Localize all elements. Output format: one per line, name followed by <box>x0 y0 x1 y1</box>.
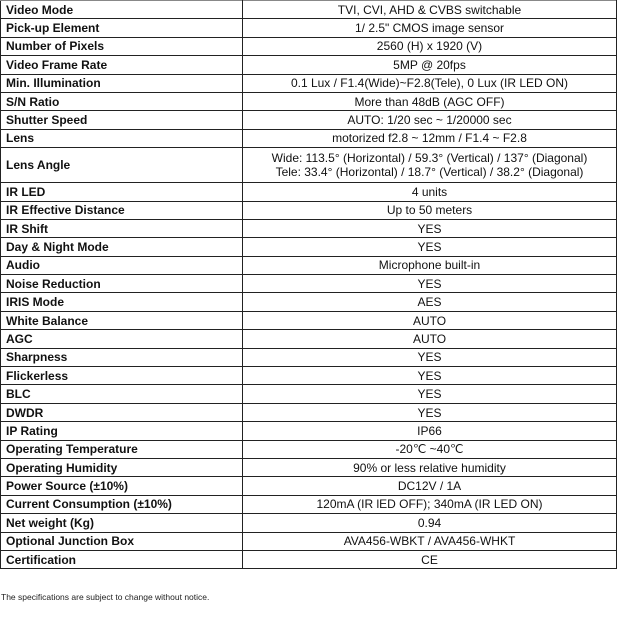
spec-value-cell <box>243 532 617 550</box>
spec-row <box>1 183 617 201</box>
spec-value-cell <box>243 403 617 421</box>
spec-table-body <box>1 1 617 569</box>
spec-label: AGC <box>1 330 243 348</box>
spec-row <box>1 92 617 110</box>
spec-value: 0.1 Lux / F1.4(Wide)~F2.8(Tele), 0 Lux (IR LED ON) <box>290 76 569 91</box>
spec-row <box>1 129 617 147</box>
spec-value-cell <box>243 514 617 532</box>
spec-value-cell <box>243 56 617 74</box>
spec-value: YES <box>417 387 442 402</box>
spec-label: Sharpness <box>1 348 243 366</box>
spec-value: -20℃ ~40℃ <box>395 442 464 457</box>
spec-value: AUTO <box>412 313 447 328</box>
spec-row <box>1 367 617 385</box>
spec-value-line2: Tele: 33.4° (Horizontal) / 18.7° (Vertical) / 38.2° (Diagonal) <box>275 165 584 180</box>
spec-value-cell <box>243 550 617 568</box>
spec-row <box>1 256 617 274</box>
spec-value: YES <box>417 221 442 236</box>
spec-row <box>1 422 617 440</box>
spec-value-cell <box>243 348 617 366</box>
spec-label: Operating Humidity <box>1 458 243 476</box>
spec-value: 1/ 2.5" CMOS image sensor <box>355 21 504 36</box>
spec-row <box>1 403 617 421</box>
spec-value-cell <box>243 111 617 129</box>
spec-value: AUTO <box>412 331 447 346</box>
spec-label: Audio <box>1 256 243 274</box>
spec-row <box>1 19 617 37</box>
spec-label: Video Mode <box>1 1 243 19</box>
spec-row <box>1 330 617 348</box>
spec-row <box>1 385 617 403</box>
spec-label: Min. Illumination <box>1 74 243 92</box>
spec-value-cell <box>243 275 617 293</box>
spec-value: IP66 <box>417 423 442 438</box>
spec-value-cell <box>243 129 617 147</box>
spec-value-cell <box>243 238 617 256</box>
spec-label: Operating Temperature <box>1 440 243 458</box>
spec-value: YES <box>417 350 442 365</box>
spec-label: IRIS Mode <box>1 293 243 311</box>
spec-row <box>1 348 617 366</box>
spec-value-cell <box>243 385 617 403</box>
spec-row <box>1 440 617 458</box>
spec-label: Lens Angle <box>1 148 243 183</box>
spec-label: Certification <box>1 550 243 568</box>
spec-label: Shutter Speed <box>1 111 243 129</box>
spec-value-cell <box>243 183 617 201</box>
spec-row <box>1 514 617 532</box>
spec-row <box>1 458 617 476</box>
spec-label: S/N Ratio <box>1 92 243 110</box>
spec-value-cell <box>243 219 617 237</box>
spec-value-cell <box>243 367 617 385</box>
spec-row <box>1 293 617 311</box>
spec-row <box>1 275 617 293</box>
spec-row <box>1 1 617 19</box>
spec-value: AES <box>417 295 442 310</box>
spec-row <box>1 74 617 92</box>
spec-label: IR LED <box>1 183 243 201</box>
spec-value: 5MP @ 20fps <box>393 57 466 72</box>
spec-label: IR Effective Distance <box>1 201 243 219</box>
spec-value: AVA456-WBKT / AVA456-WHKT <box>343 534 516 549</box>
spec-value-cell <box>243 311 617 329</box>
spec-value: AUTO: 1/20 sec ~ 1/20000 sec <box>347 113 512 128</box>
spec-value: Microphone built-in <box>378 258 481 273</box>
spec-value: DC12V / 1A <box>397 479 462 494</box>
spec-value: 120mA (IR lED OFF); 340mA (IR LED ON) <box>316 497 543 512</box>
spec-value-cell <box>243 201 617 219</box>
spec-value-cell <box>243 148 617 183</box>
spec-value-cell <box>243 92 617 110</box>
spec-label: DWDR <box>1 403 243 421</box>
spec-label: Noise Reduction <box>1 275 243 293</box>
spec-label: Video Frame Rate <box>1 56 243 74</box>
spec-row <box>1 37 617 55</box>
spec-value-cell <box>243 495 617 513</box>
footnote: The specifications are subject to change without notice. <box>1 592 210 602</box>
spec-label: Number of Pixels <box>1 37 243 55</box>
spec-value: motorized f2.8 ~ 12mm / F1.4 ~ F2.8 <box>332 131 527 146</box>
spec-row <box>1 56 617 74</box>
spec-value: CE <box>421 552 438 567</box>
spec-value: 4 units <box>411 184 448 199</box>
spec-value-cell <box>243 477 617 495</box>
spec-value: Wide: 113.5° (Horizontal) / 59.3° (Vertical) / 137° (Diagonal) <box>271 151 588 166</box>
spec-label: Day & Night Mode <box>1 238 243 256</box>
spec-row <box>1 550 617 568</box>
spec-value: Up to 50 meters <box>386 203 473 218</box>
spec-value-cell <box>243 330 617 348</box>
spec-value: More than 48dB (AGC OFF) <box>354 94 505 109</box>
spec-value-cell <box>243 74 617 92</box>
spec-value: YES <box>417 405 442 420</box>
spec-value: 90% or less relative humidity <box>353 460 506 475</box>
spec-value: YES <box>417 368 442 383</box>
spec-value-cell <box>243 440 617 458</box>
spec-value-cell <box>243 422 617 440</box>
spec-row <box>1 311 617 329</box>
spec-label: Power Source (±10%) <box>1 477 243 495</box>
spec-row <box>1 148 617 183</box>
spec-value-cell <box>243 19 617 37</box>
spec-row <box>1 219 617 237</box>
spec-value: TVI, CVI, AHD & CVBS switchable <box>337 2 522 17</box>
spec-label: Pick-up Element <box>1 19 243 37</box>
spec-value-cell <box>243 458 617 476</box>
spec-value: 0.94 <box>417 515 442 530</box>
spec-label: IR Shift <box>1 219 243 237</box>
spec-value-cell <box>243 293 617 311</box>
spec-label: IP Rating <box>1 422 243 440</box>
spec-row <box>1 495 617 513</box>
spec-label: Net weight (Kg) <box>1 514 243 532</box>
spec-row <box>1 532 617 550</box>
spec-label: Flickerless <box>1 367 243 385</box>
spec-value-cell <box>243 1 617 19</box>
spec-value-cell <box>243 256 617 274</box>
spec-label: BLC <box>1 385 243 403</box>
spec-label: Optional Junction Box <box>1 532 243 550</box>
spec-value-cell <box>243 37 617 55</box>
spec-value: 2560 (H) x 1920 (V) <box>376 39 483 54</box>
spec-label: Lens <box>1 129 243 147</box>
spec-row <box>1 238 617 256</box>
spec-row <box>1 111 617 129</box>
spec-row <box>1 477 617 495</box>
spec-value: YES <box>417 276 442 291</box>
spec-row <box>1 201 617 219</box>
spec-label: White Balance <box>1 311 243 329</box>
spec-value: YES <box>417 239 442 254</box>
spec-label: Current Consumption (±10%) <box>1 495 243 513</box>
